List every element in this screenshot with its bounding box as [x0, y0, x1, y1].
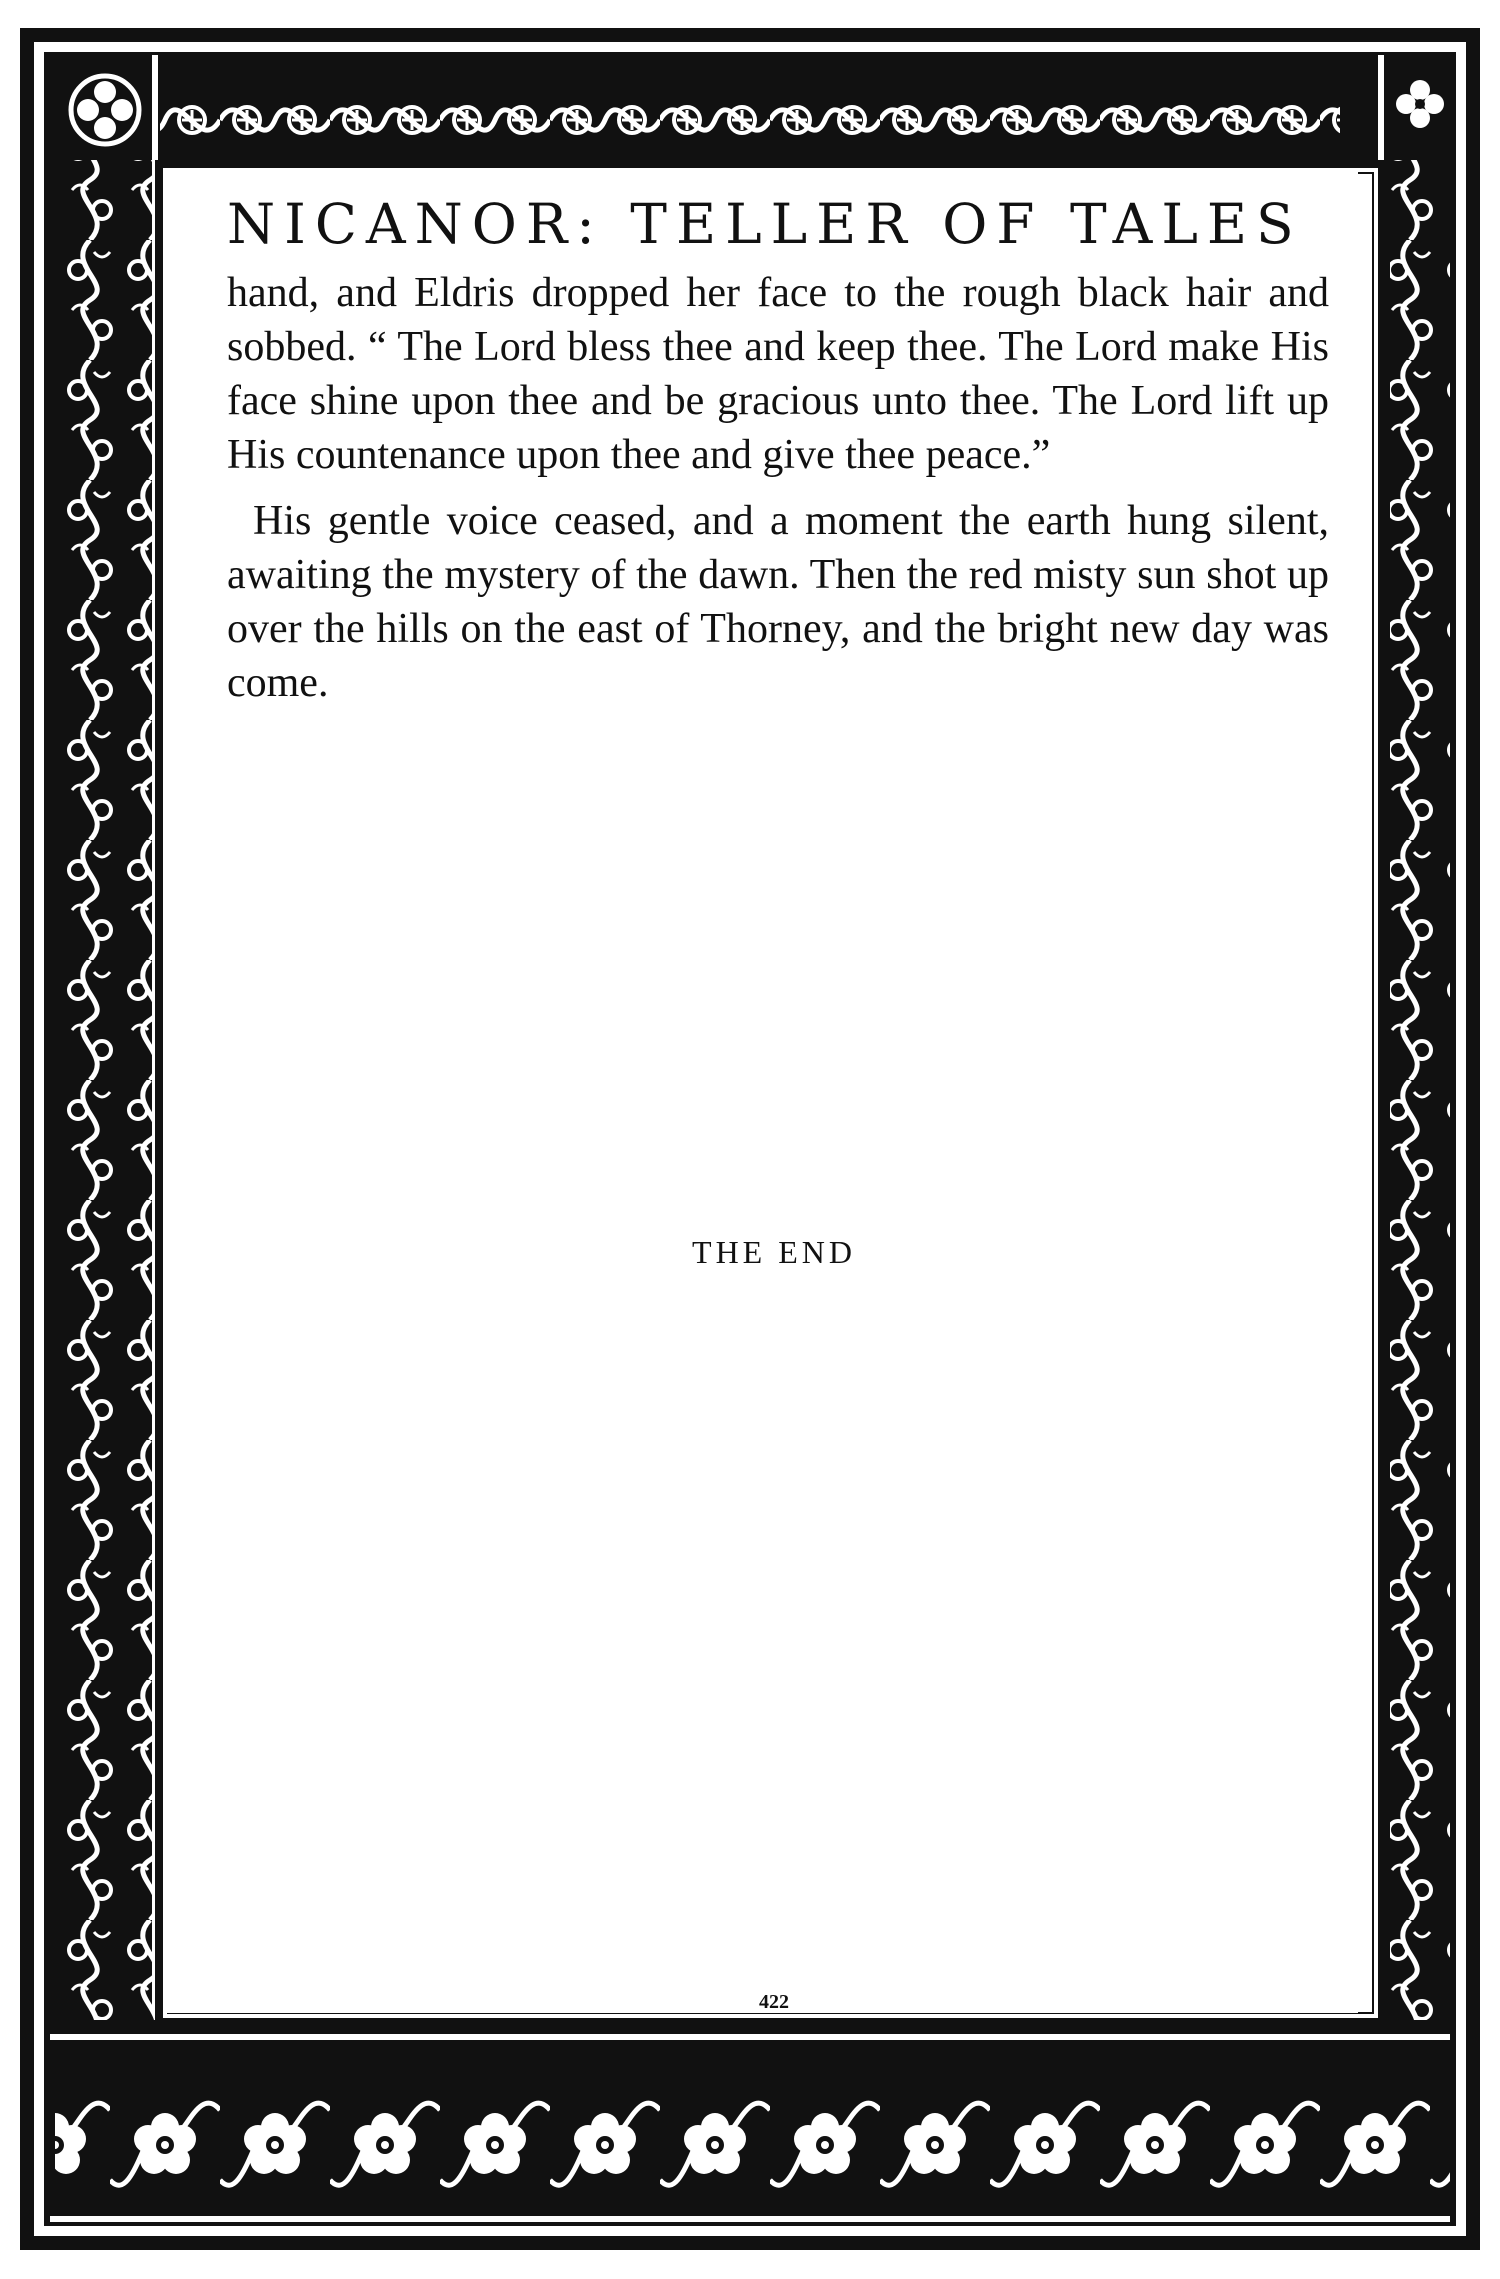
- the-end-label: THE END: [692, 1234, 856, 1270]
- running-head: NICANOR: TELLER OF TALES: [227, 192, 1303, 256]
- paragraph: hand, and Eldris dropped her face to the rough black hair and sobbed. “ The Lord bless thee and keep thee. The Lord make His face shine upon thee and be gracious unto thee. The Lord lift up His countenance upon thee and give thee peace.”: [227, 270, 1329, 478]
- corner-rosette-icon: [1390, 60, 1450, 160]
- page-number: 422: [759, 1991, 789, 2013]
- body-text: [227, 266, 1329, 710]
- paragraph: His gentle voice ceased, and a moment the earth hung silent, awaiting the mystery of the dawn. Then the red misty sun shot up over the hills on the east of Thorney, and the bright new day was come.: [227, 498, 1329, 706]
- corner-rosette-icon: [55, 60, 155, 160]
- text-panel: [163, 168, 1358, 2013]
